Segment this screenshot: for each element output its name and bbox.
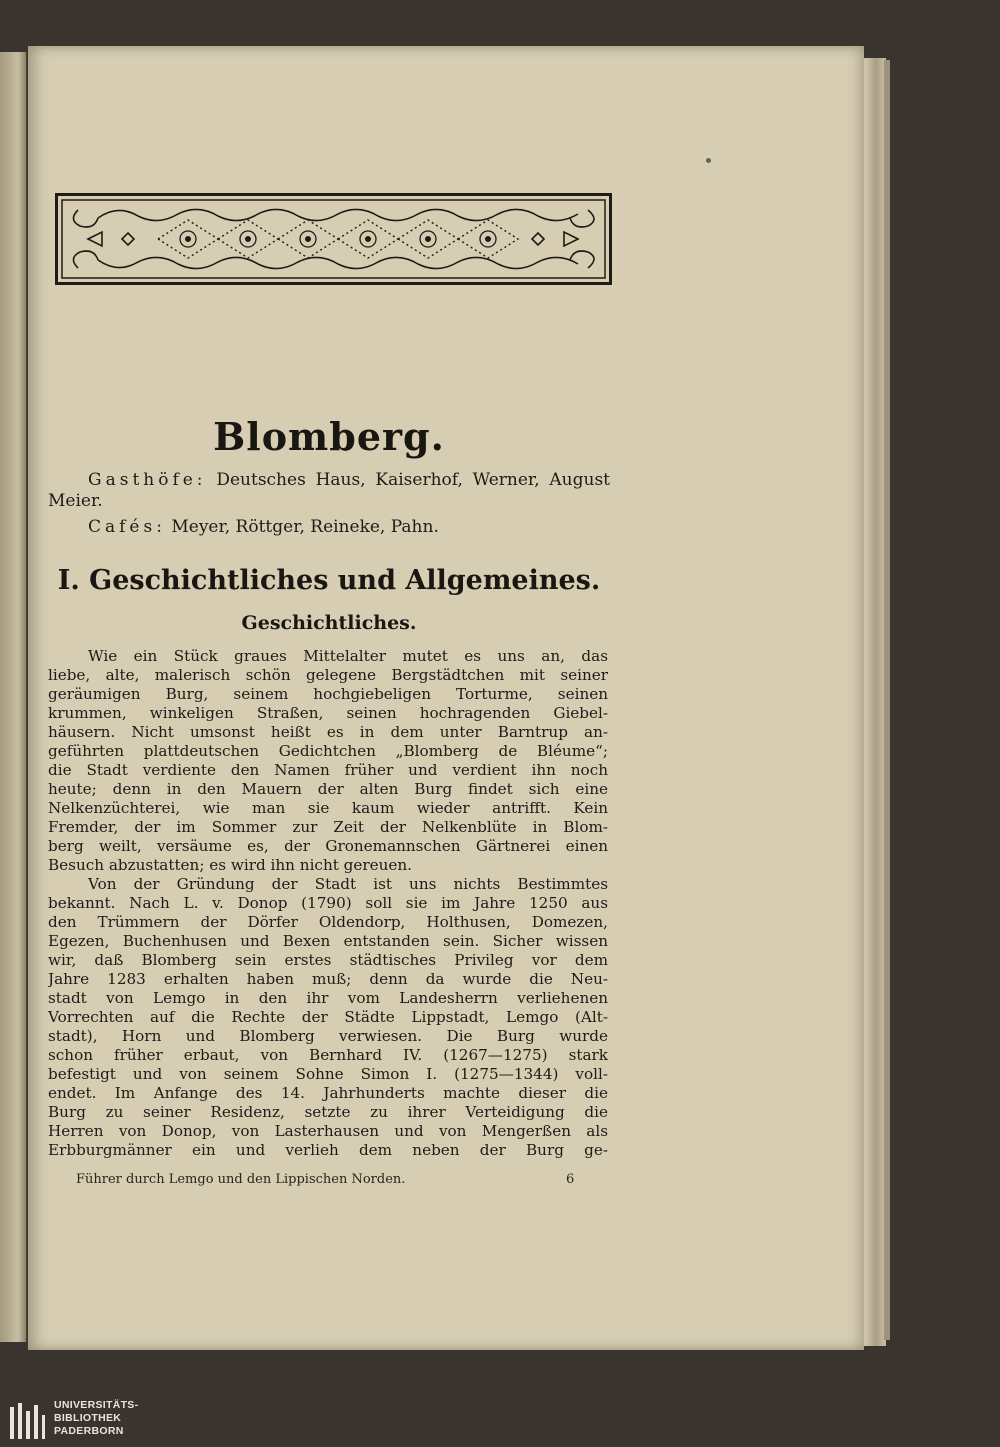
body-line: Erbburgmänner ein und verlieh dem neben der Burg ge- xyxy=(48,1141,608,1159)
logo-line-2: BIBLIOTHEK xyxy=(54,1412,122,1424)
cafes-label: Cafés: xyxy=(88,517,166,537)
page-stack-shadow xyxy=(884,60,890,1340)
body-line: liebe, alte, malerisch schön gelegene Bergstädtchen mit seiner xyxy=(48,666,608,684)
body-line: stadt), Horn und Blomberg verwiesen. Die Burg wurde xyxy=(48,1027,608,1045)
left-page-edge xyxy=(0,52,27,1342)
section-heading: I. Geschichtliches und Allgemeines. xyxy=(57,565,601,596)
body-line: Burg zu seiner Residenz, setzte zu ihrer Verteidigung die xyxy=(48,1103,608,1121)
body-line: Wie ein Stück graues Mittelalter mutet es uns an, das xyxy=(88,647,608,665)
hotels-text: Deutsches Haus, Kaiserhof, Werner, August Meier. xyxy=(48,470,610,511)
body-line: schon früher erbaut, von Bernhard IV. (1267—1275) stark xyxy=(48,1046,608,1064)
body-line: befestigt und von seinem Sohne Simon I. (1275—1344) voll- xyxy=(48,1065,608,1083)
hotels-line xyxy=(48,470,610,512)
logo-line-1: UNIVERSITÄTS- xyxy=(54,1399,139,1411)
library-logo-text xyxy=(54,1399,138,1438)
logo-line-3: PADERBORN xyxy=(54,1425,124,1437)
body-line: Egezen, Buchenhusen und Bexen entstanden sein. Sicher wissen xyxy=(48,932,608,950)
body-line: Von der Gründung der Stadt ist uns nichts Bestimmtes xyxy=(88,875,608,893)
body-line: bekannt. Nach L. v. Donop (1790) soll sie im Jahre 1250 aus xyxy=(48,894,608,912)
library-logo xyxy=(0,1395,150,1447)
hotels-label: Gasthöfe: xyxy=(88,470,207,490)
body-line: berg weilt, versäume es, der Gronemannschen Gärtnerei einen xyxy=(48,837,608,855)
cafes-line xyxy=(88,516,608,538)
body-line: stadt von Lemgo in den ihr vom Landesherrn verliehenen xyxy=(48,989,608,1007)
cafes-text: Meyer, Röttger, Reineke, Pahn. xyxy=(171,517,439,537)
library-logo-icon xyxy=(8,1401,46,1441)
body-line: wir, daß Blomberg sein erstes städtisches Privileg vor dem xyxy=(48,951,608,969)
body-line: Vorrechten auf die Rechte der Städte Lippstadt, Lemgo (Alt- xyxy=(48,1008,608,1026)
body-line: heute; denn in den Mauern der alten Burg findet sich eine xyxy=(48,780,608,798)
ornamental-header-band xyxy=(55,193,612,285)
body-line: häusern. Nicht umsonst heißt es in dem unter Barntrup an- xyxy=(48,723,608,741)
body-line: endet. Im Anfange des 14. Jahrhunderts machte dieser die xyxy=(48,1084,608,1102)
page-footer xyxy=(76,1172,596,1187)
paper-speck xyxy=(706,158,711,163)
footer-text: Führer durch Lemgo und den Lippischen Norden. xyxy=(76,1172,406,1187)
subheading: Geschichtliches. xyxy=(241,612,417,634)
page-number: 6 xyxy=(566,1172,575,1187)
body-line: geräumigen Burg, seinem hochgiebeligen Torturme, seinen xyxy=(48,685,608,703)
body-line: geführten plattdeutschen Gedichtchen „Blomberg de Bléume“; xyxy=(48,742,608,760)
ornament-vine-icon xyxy=(58,196,609,282)
body-line: die Stadt verdiente den Namen früher und verdient ihn noch xyxy=(48,761,608,779)
body-line: Fremder, der im Sommer zur Zeit der Nelkenblüte in Blom- xyxy=(48,818,608,836)
page-title: Blomberg. xyxy=(213,414,445,459)
body-line: Nelkenzüchterei, wie man sie kaum wieder antrifft. Kein xyxy=(48,799,608,817)
body-line: Jahre 1283 erhalten haben muß; denn da wurde die Neu- xyxy=(48,970,608,988)
body-line: Besuch abzustatten; es wird ihn nicht gereuen. xyxy=(48,856,412,874)
body-line: Herren von Donop, von Lasterhausen und von Mengerßen als xyxy=(48,1122,608,1140)
body-line: den Trümmern der Dörfer Oldendorp, Holthusen, Domezen, xyxy=(48,913,608,931)
body-line: krummen, winkeligen Straßen, seinen hochragenden Giebel- xyxy=(48,704,608,722)
